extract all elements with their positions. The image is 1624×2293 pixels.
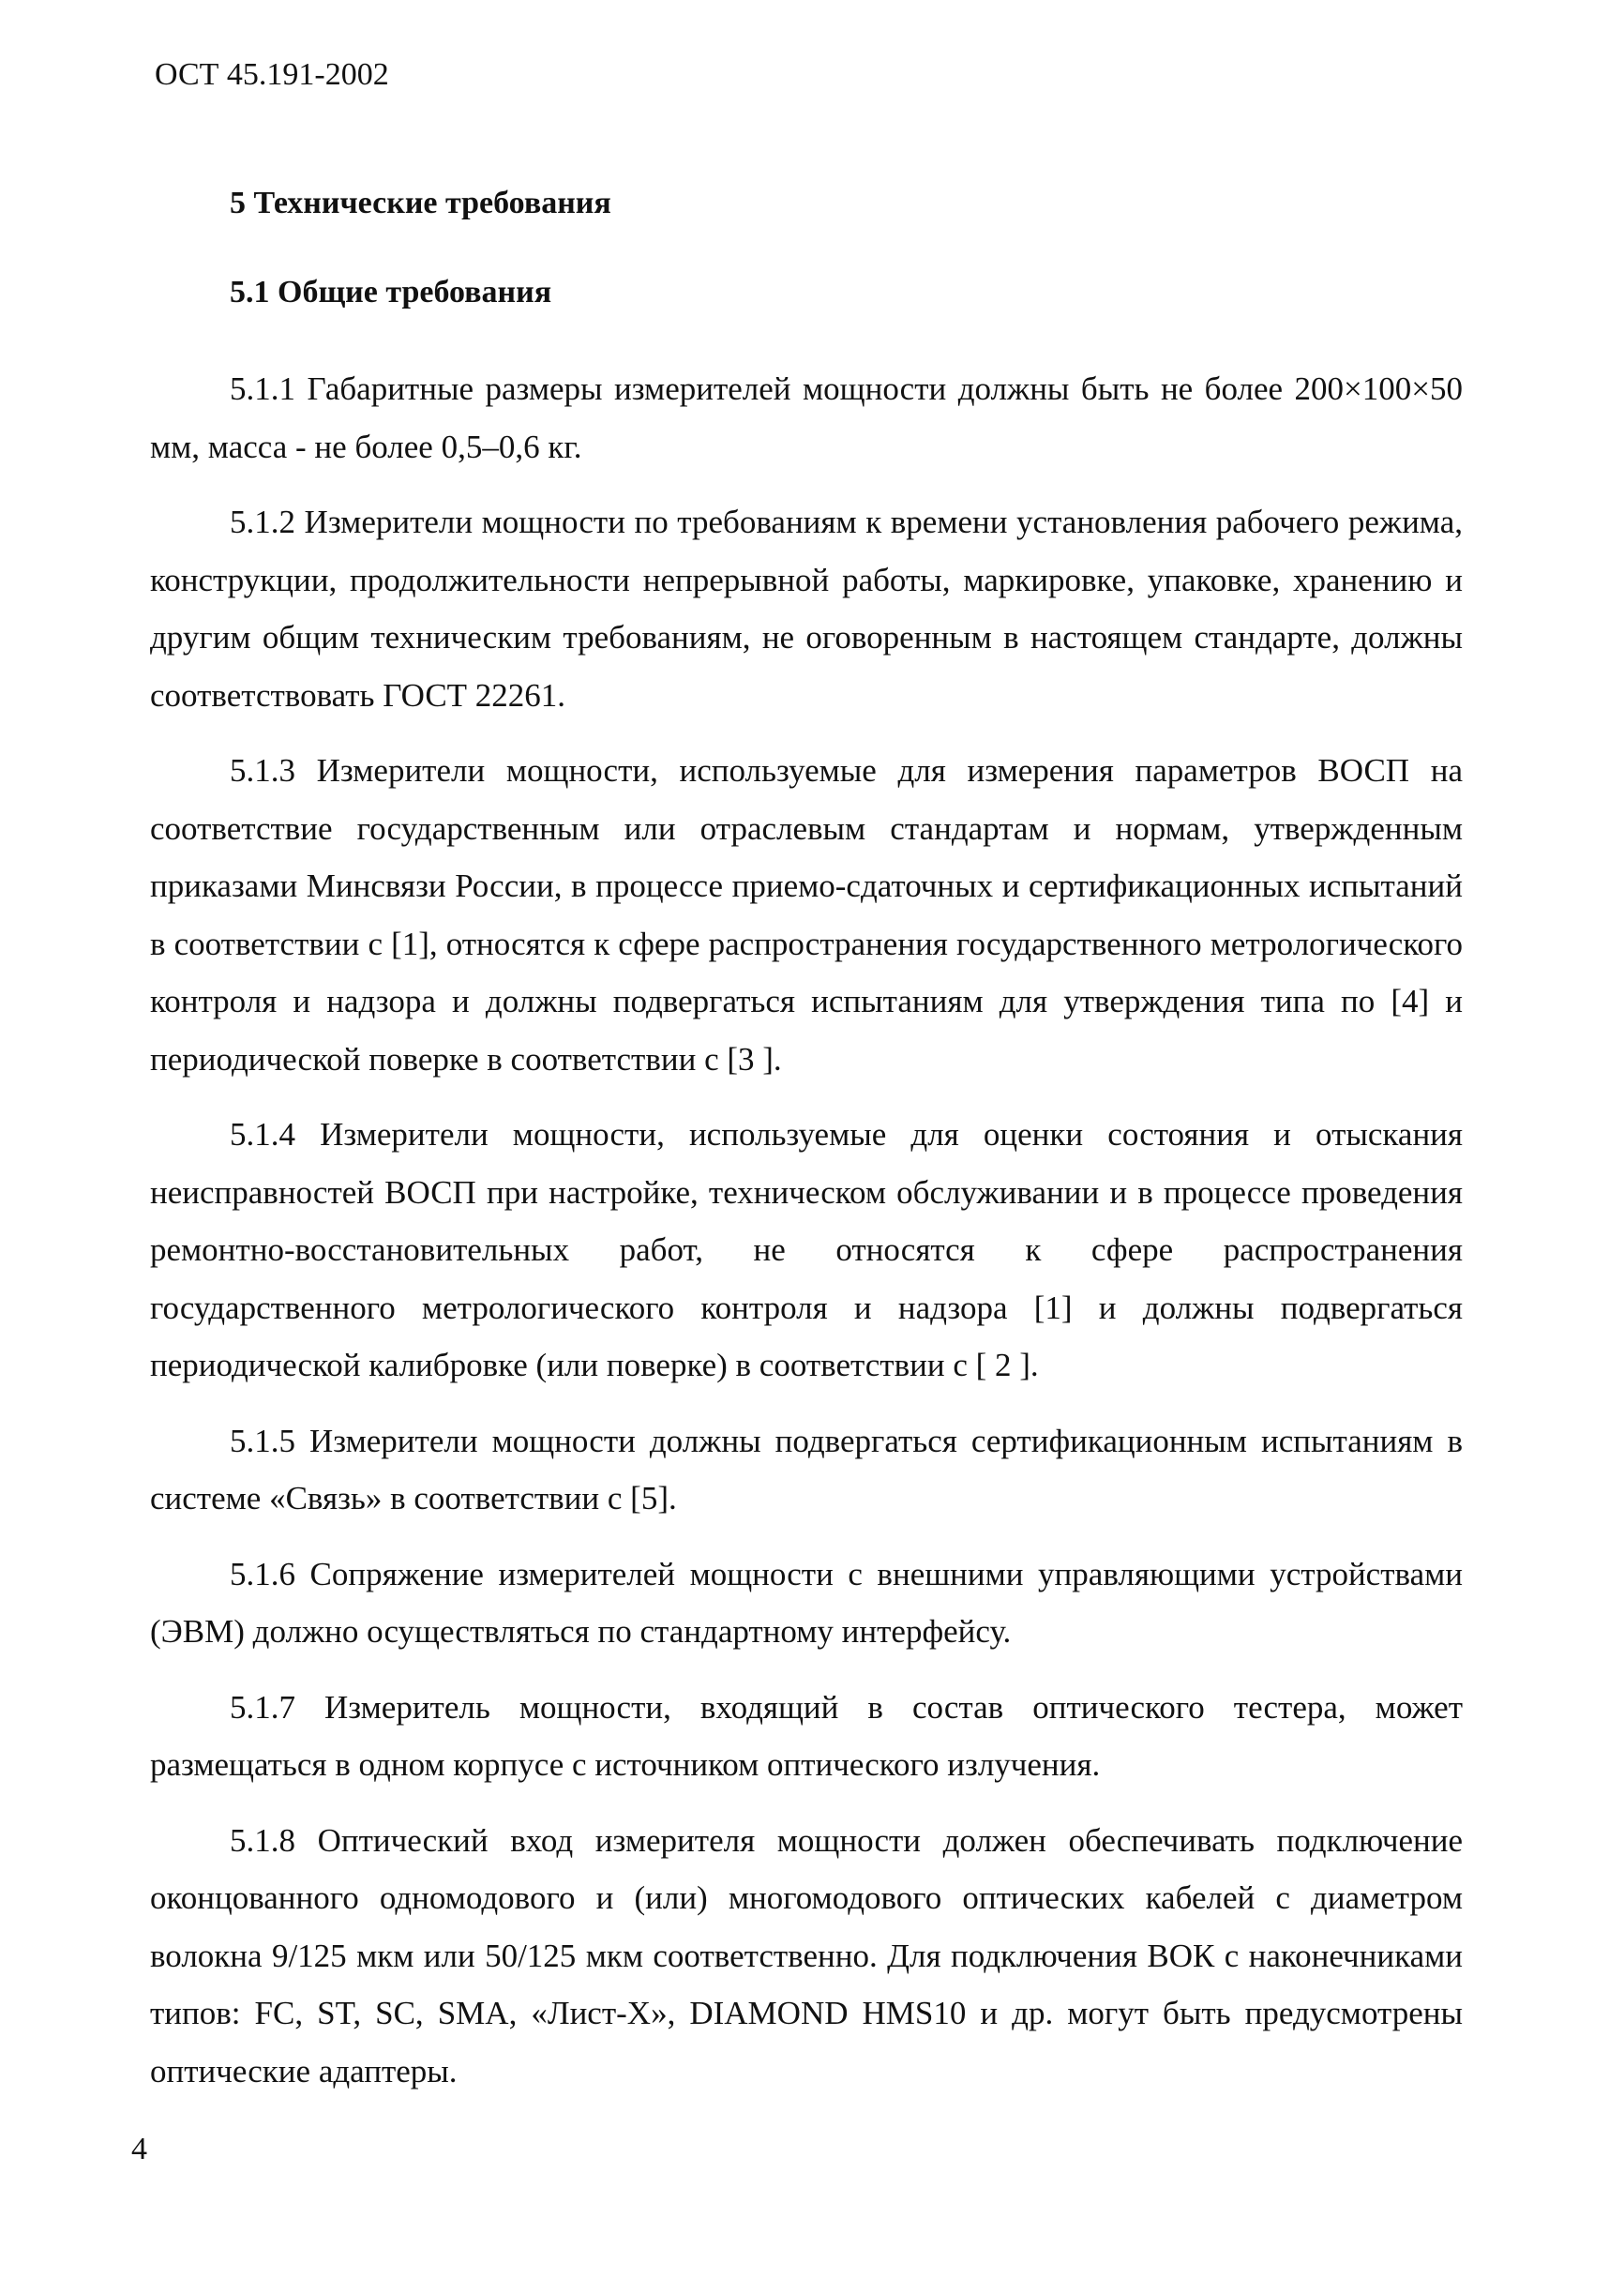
paragraph-5-1-8: 5.1.8 Оптический вход измерителя мощности должен обеспечивать подключение оконцованного одномодового и (или) многомодового оптических кабелей с диаметром волокна 9/125 мкм или 50/125 мкм соответственно. Для подключения ВОК с наконечниками типов: FC, ST, SC, SMA, «Лист-Х», DIAMOND HMS10 и др. могут быть предусмотрены оптические адаптеры. bbox=[150, 1821, 1463, 2089]
paragraph-5-1-2: 5.1.2 Измерители мощности по требованиям к времени установления рабочего режима, конструкции, продолжительности непрерывной работы, маркировке, упаковке, хранению и другим общим техническим требованиям, не оговоренным в настоящем стандарте, должны соответствовать ГОСТ 22261. bbox=[150, 504, 1463, 714]
paragraph-5-1-5: 5.1.5 Измерители мощности должны подвергаться сертификационным испытаниям в системе «Связь» в соответствии с [5]. bbox=[150, 1422, 1463, 1516]
paragraph-5-1-1: 5.1.1 Габаритные размеры измерителей мощности должны быть не более 200×100×50 мм, масса - не более 0,5–0,6 кг. bbox=[150, 370, 1463, 465]
document-code: ОСТ 45.191-2002 bbox=[155, 57, 389, 92]
section-title-technical-requirements: 5 Технические требования bbox=[230, 186, 611, 220]
body-text bbox=[150, 360, 1463, 2118]
page-number: 4 bbox=[131, 2132, 147, 2166]
paragraph-5-1-4: 5.1.4 Измерители мощности, используемые для оценки состояния и отыскания неисправностей ВОСП при настройке, техническом обслуживании и в процессе проведения ремонтно-восстановительных работ, не относятся к сфере распространения государственного метрологического контроля и надзора [1] и должны подвергаться периодической калибровке (или поверке) в соответствии с [ 2 ]. bbox=[150, 1116, 1463, 1383]
paragraph-5-1-3: 5.1.3 Измерители мощности, используемые для измерения параметров ВОСП на соответствие государственным или отраслевым стандартам и нормам, утвержденным приказами Минсвязи России, в процессе приемо-сдаточных и сертификационных испытаний в соответствии с [1], относятся к сфере распространения государственного метрологического контроля и надзора и должны подвергаться испытаниям для утверждения типа по [4] и периодической поверке в соответствии с [3 ]. bbox=[150, 752, 1463, 1078]
paragraph-5-1-6: 5.1.6 Сопряжение измерителей мощности с внешними управляющими устройствами (ЭВМ) должно осуществляться по стандартному интерфейсу. bbox=[150, 1555, 1463, 1650]
paragraph-5-1-7: 5.1.7 Измеритель мощности, входящий в состав оптического тестера, может размещаться в одном корпусе с источником оптического излучения. bbox=[150, 1688, 1463, 1783]
subsection-title-general-requirements: 5.1 Общие требования bbox=[230, 275, 552, 309]
